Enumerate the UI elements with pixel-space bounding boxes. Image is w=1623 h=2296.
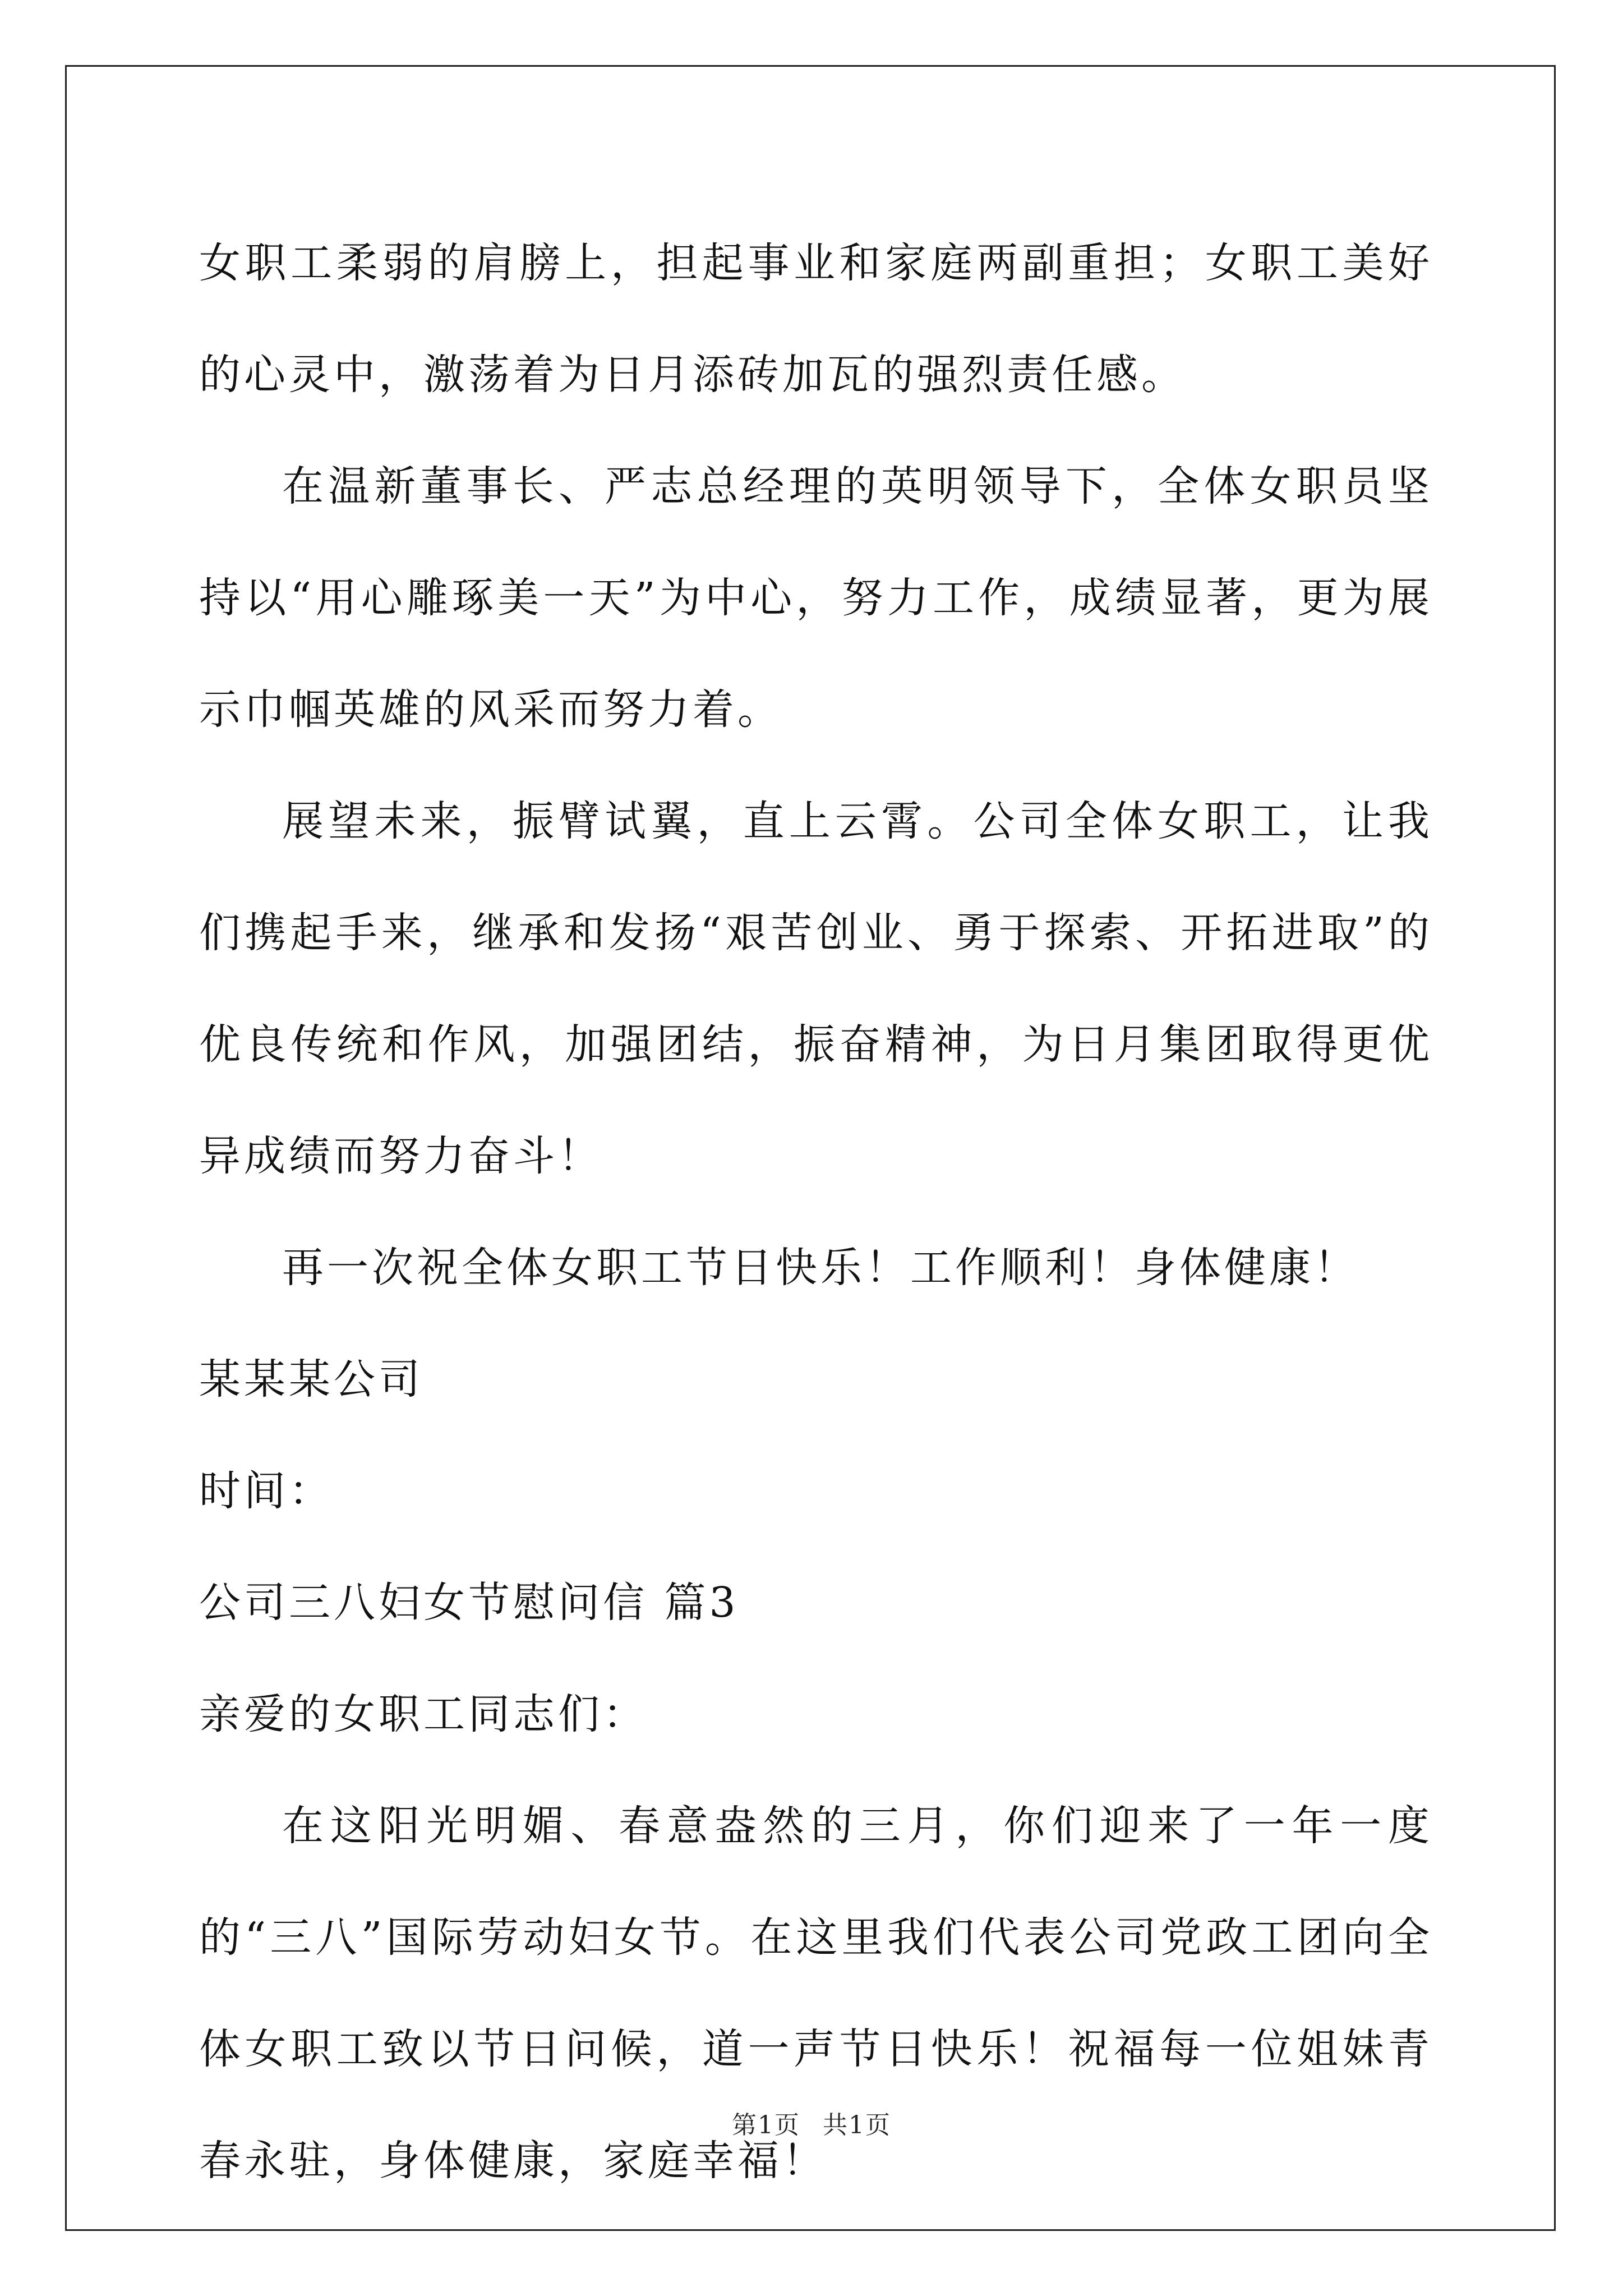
paragraph-wishes: 再一次祝全体女职工节日快乐！工作顺利！身体健康！: [282, 1244, 1359, 1292]
page-number: 第1页: [732, 2111, 800, 2139]
paragraph-greeting: 在这阳光明媚、春意盎然的三月，你们迎来了一年一度的“三八”国际劳动妇女节。在这里我们代表公司党政工团向全体女职工致以节日问候，道一声节日快乐！祝福每一位姐妹青春永驻，身体健康，家庭幸福！: [199, 1802, 1433, 2185]
salutation: 亲爱的女职工同志们：: [199, 1690, 648, 1738]
page-total: 共1页: [823, 2111, 891, 2139]
paragraph-continuation: 女职工柔弱的肩膀上，担起事业和家庭两副重担；女职工美好的心灵中，激荡着为日月添砖加瓦的强烈责任感。: [199, 239, 1433, 399]
page-footer: [0, 2105, 1623, 2141]
signature-company: 某某某公司: [199, 1355, 423, 1404]
paragraph-outlook: 展望未来，振臂试翼，直上云霄。公司全体女职工，让我们携起手来，继承和发扬“艰苦创业、勇于探索、开拓进取”的优良传统和作风，加强团结，振奋精神，为日月集团取得更优异成绩而努力奋斗！: [199, 797, 1433, 1180]
document-body: [199, 208, 1433, 2217]
section-heading: 公司三八妇女节慰问信 篇3: [199, 1579, 739, 1627]
paragraph-leadership: 在温新董事长、严志总经理的英明领导下，全体女职员坚持以“用心雕琢美一天”为中心，努力工作，成绩显著，更为展示巾帼英雄的风采而努力着。: [199, 462, 1433, 734]
signature-date: 时间：: [199, 1467, 334, 1515]
